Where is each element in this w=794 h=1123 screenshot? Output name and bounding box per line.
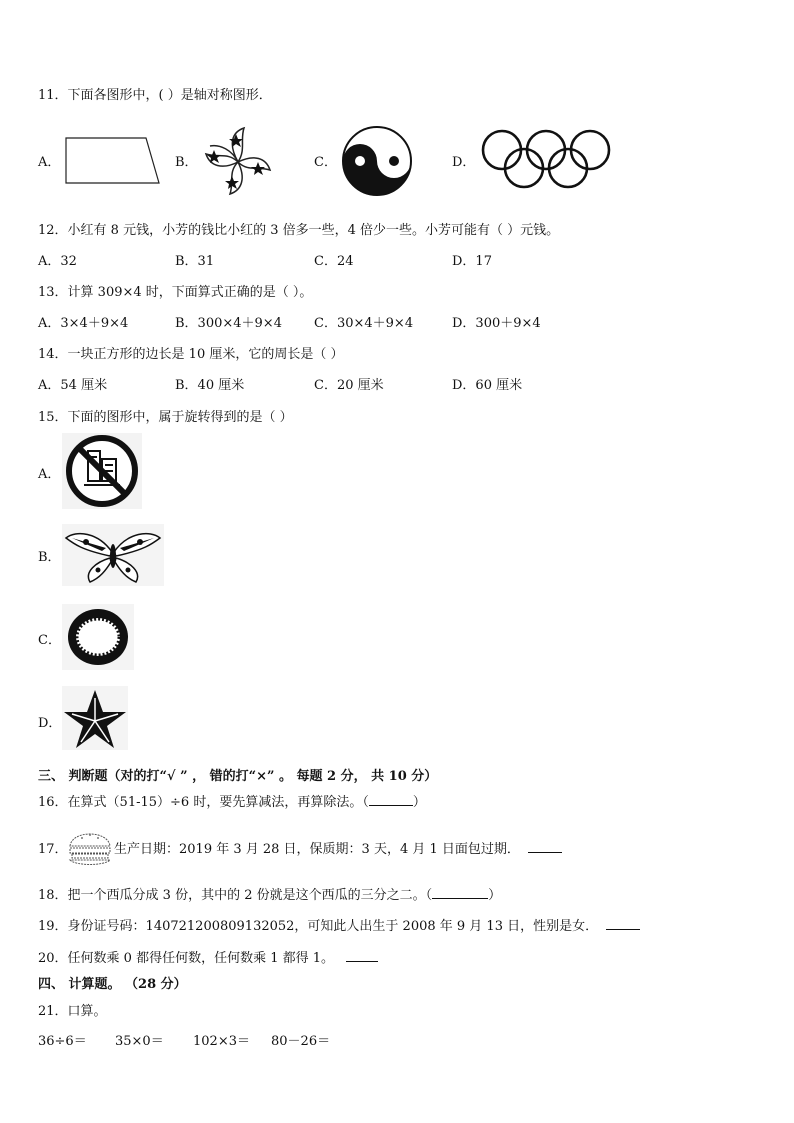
q17-line	[38, 838, 68, 857]
five-petal-star-figure	[62, 686, 128, 750]
q21-item-3: 102×3＝	[193, 1034, 250, 1049]
gear-ring-figure	[62, 604, 134, 670]
q16-close: ）	[412, 795, 426, 810]
bread-image	[66, 824, 114, 868]
q14-option-b: B．40 厘米	[175, 378, 245, 393]
bauhinia-flag-figure	[198, 124, 278, 200]
q11-stem: 11．下面各图形中，( ）是轴对称图形．	[38, 88, 272, 103]
q11-option-c-label: C．	[314, 155, 337, 170]
q11-option-a-label: A．	[38, 155, 61, 170]
q17-line-text	[114, 838, 562, 857]
yin-yang-figure	[340, 124, 414, 198]
q12-stem: 12．小红有 8 元钱，小芳的钱比小红的 3 倍多一些，4 倍少一些。小芳可能有（ ）元钱。	[38, 223, 560, 238]
q15-option-b-label: B．	[38, 550, 61, 565]
parallelogram-figure	[62, 136, 162, 186]
section4-heading: 四、 计算题。 （28 分）	[38, 977, 187, 992]
q20-line	[38, 947, 378, 966]
q14-option-c: C．20 厘米	[314, 378, 384, 393]
q11-option-d-label: D．	[452, 155, 476, 170]
q13-option-b: B．300×4＋9×4	[175, 316, 282, 331]
q21-label: 21．口算。	[38, 1004, 107, 1019]
q19-line	[38, 915, 640, 934]
section3-heading: 三、 判断题（对的打“√ ” ， 错的打“×” 。 每题 2 分， 共 10 分）	[38, 769, 438, 784]
q12-option-c: C．24	[314, 254, 354, 269]
q13-option-d: D．300＋9×4	[452, 316, 541, 331]
q11-option-b-label: B．	[175, 155, 198, 170]
q16-line	[38, 791, 426, 810]
q14-stem: 14．一块正方形的边长是 10 厘米，它的周长是（ ）	[38, 347, 344, 362]
q17-answer-blank[interactable]	[528, 852, 562, 853]
q17-text: 生产日期：2019 年 3 月 28 日，保质期：3 天，4 月 1 日面包过期．	[114, 842, 520, 857]
q15-option-a-label: A．	[38, 467, 61, 482]
q19-text: 19．身份证号码：140721200809132052，可知此人出生于 2008 年 9 月 13 日，性别是女．	[38, 919, 599, 934]
q21-item-2: 35×0＝	[115, 1034, 164, 1049]
q15-stem: 15．下面的图形中，属于旋转得到的是（ ）	[38, 410, 293, 425]
q13-option-c: C．30×4＋9×4	[314, 316, 414, 331]
q19-answer-blank[interactable]	[606, 929, 640, 930]
q13-option-a: A．3×4＋9×4	[38, 316, 129, 331]
q20-text: 20．任何数乘 0 都得任何数，任何数乘 1 都得 1。	[38, 951, 335, 966]
q18-line	[38, 884, 501, 903]
q14-option-a: A．54 厘米	[38, 378, 108, 393]
q16-answer-blank[interactable]	[369, 805, 413, 806]
q12-option-d: D．17	[452, 254, 492, 269]
q15-option-d-label: D．	[38, 716, 62, 731]
q20-answer-blank[interactable]	[346, 961, 378, 962]
q21-item-4: 80－26＝	[271, 1034, 331, 1049]
no-building-sign-figure	[62, 433, 142, 509]
q18-text: 18．把一个西瓜分成 3 份，其中的 2 份就是这个西瓜的三分之二。（	[38, 888, 433, 903]
olympic-rings-figure	[480, 128, 616, 190]
q12-option-b: B．31	[175, 254, 215, 269]
q17-prefix: 17．	[38, 842, 68, 857]
q13-stem: 13．计算 309×4 时，下面算式正确的是（ ）。	[38, 285, 313, 300]
q18-answer-blank[interactable]	[432, 898, 488, 899]
q18-close: ）	[488, 888, 502, 903]
q12-option-a: A．32	[38, 254, 77, 269]
q14-option-d: D．60 厘米	[452, 378, 523, 393]
q15-option-c-label: C．	[38, 633, 61, 648]
butterfly-figure	[62, 524, 164, 586]
q21-item-1: 36÷6＝	[38, 1034, 87, 1049]
q16-text: 16．在算式（51-15）÷6 时，要先算减法，再算除法。（	[38, 795, 369, 810]
